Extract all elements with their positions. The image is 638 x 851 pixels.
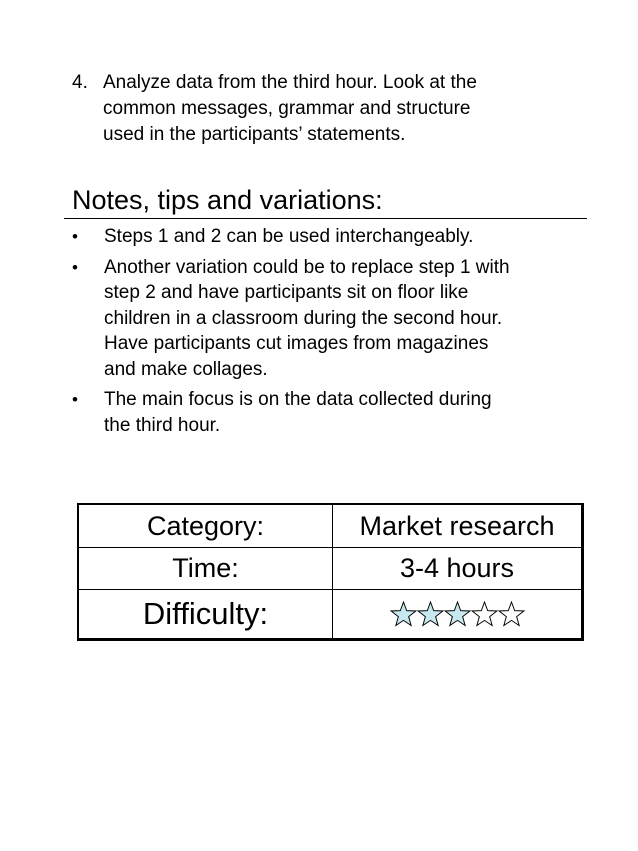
info-table bbox=[77, 503, 584, 641]
step-text-line: used in the participants’ statements. bbox=[103, 124, 406, 145]
step-text bbox=[72, 70, 572, 148]
bullet-icon: • bbox=[72, 227, 78, 246]
list-item-line: Steps 1 and 2 can be used interchangeably. bbox=[104, 226, 474, 247]
list-item-line: Another variation could be to replace step 1 with bbox=[104, 256, 510, 278]
list-item-line: children in a classroom during the second hour. bbox=[104, 307, 503, 329]
list-item-line: The main focus is on the data collected during bbox=[104, 389, 492, 410]
time-label: Time: bbox=[78, 548, 333, 590]
star-empty-icon bbox=[471, 600, 498, 630]
list-item-line: the third hour. bbox=[104, 414, 221, 436]
table-row bbox=[78, 504, 583, 548]
notes-list bbox=[72, 224, 592, 443]
category-value: Market research bbox=[333, 504, 583, 548]
heading-divider bbox=[64, 218, 587, 219]
table-row bbox=[78, 590, 583, 640]
star-filled-icon bbox=[417, 600, 444, 630]
category-label: Category: bbox=[78, 504, 333, 548]
star-filled-icon bbox=[444, 600, 471, 630]
table-row bbox=[78, 548, 583, 590]
list-item-line: and make collages. bbox=[104, 358, 268, 380]
star-filled-icon bbox=[390, 600, 417, 630]
bullet-icon: • bbox=[72, 257, 78, 277]
list-item-line: Have participants cut images from magazines bbox=[104, 333, 489, 354]
step-4 bbox=[72, 70, 572, 148]
notes-heading: Notes, tips and variations: bbox=[72, 185, 383, 215]
list-item bbox=[72, 224, 592, 250]
difficulty-label: Difficulty: bbox=[78, 590, 333, 640]
list-item bbox=[72, 255, 592, 383]
difficulty-rating bbox=[390, 600, 525, 630]
step-text-line: Analyze data from the third hour. Look at the bbox=[103, 72, 477, 93]
time-value: 3-4 hours bbox=[333, 548, 583, 590]
step-number: 4. bbox=[72, 72, 88, 93]
step-text-line: common messages, grammar and structure bbox=[103, 98, 471, 119]
difficulty-value bbox=[333, 590, 583, 640]
star-empty-icon bbox=[498, 600, 525, 630]
bullet-icon: • bbox=[72, 390, 78, 409]
list-item-line: step 2 and have participants sit on floor like bbox=[104, 282, 469, 303]
list-item bbox=[72, 387, 592, 438]
